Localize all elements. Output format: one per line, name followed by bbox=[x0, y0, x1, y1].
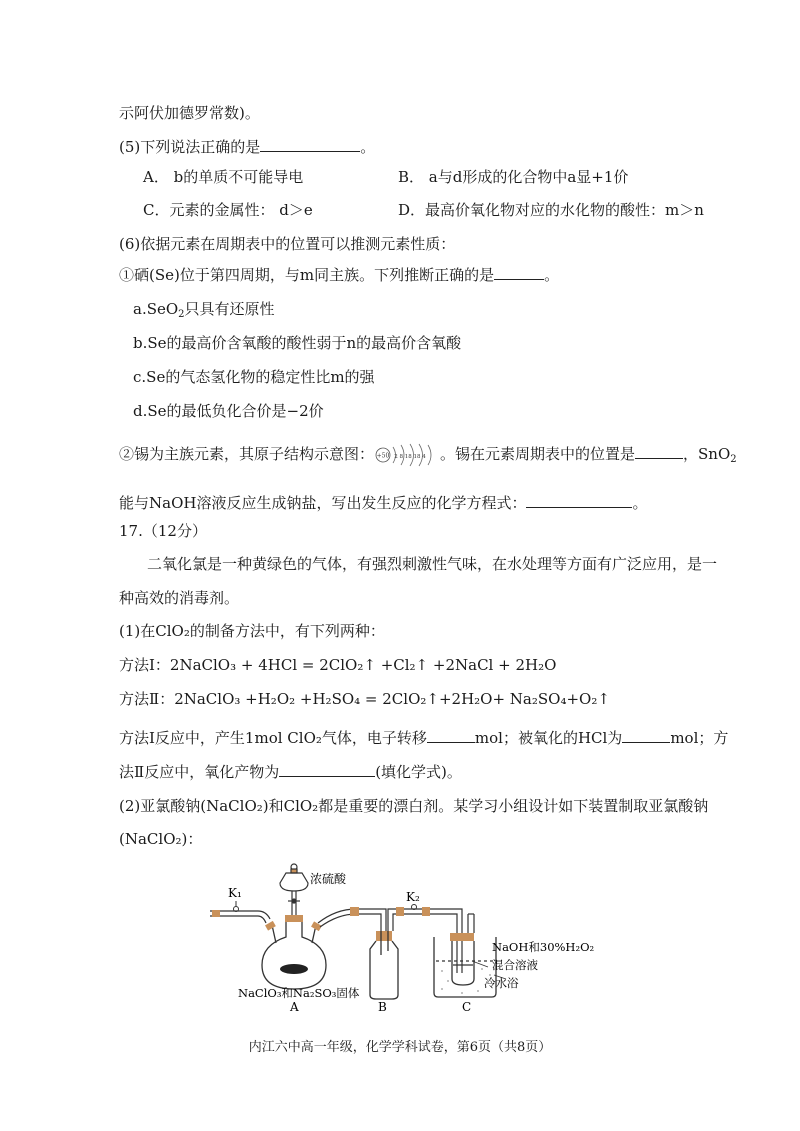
method-2: 方法Ⅱ：2NaClO₃ +H₂O₂ +H₂SO₄ = 2ClO₂↑+2H₂O+ Na₂SO₄+O₂↑ bbox=[119, 690, 610, 708]
funnel-label: 浓硫酸 bbox=[310, 872, 347, 886]
k2-label: K₂ bbox=[406, 890, 420, 904]
answer-blank[interactable] bbox=[635, 444, 683, 459]
fill-line-1 bbox=[119, 728, 728, 748]
answer-blank[interactable] bbox=[622, 728, 670, 743]
choice-d: d.Se的最低负化合价是−2价 bbox=[133, 402, 324, 420]
question-5 bbox=[119, 137, 375, 157]
separatory-funnel bbox=[280, 864, 308, 917]
question-6: (6)依据元素在周期表中的位置可以推测元素性质： bbox=[119, 235, 456, 253]
choice-a bbox=[133, 299, 275, 325]
apparatus-diagram bbox=[206, 857, 606, 1017]
part-2-cont: (NaClO₂)： bbox=[119, 830, 203, 848]
question-text: (填化学式)。 bbox=[375, 763, 462, 781]
choice-b: b.Se的最高价含氧酸的酸性弱于n的最高价含氧酸 bbox=[133, 334, 462, 352]
label-a: A bbox=[290, 1000, 299, 1014]
answer-blank[interactable] bbox=[494, 265, 544, 280]
k1-label: K₁ bbox=[228, 886, 242, 900]
answer-blank[interactable] bbox=[279, 762, 375, 777]
k1-valve[interactable] bbox=[234, 901, 239, 912]
mix-label: 混合溶液 bbox=[492, 958, 538, 972]
punct: 。 bbox=[544, 266, 560, 284]
option-c: C．元素的金属性： d＞e bbox=[143, 201, 313, 219]
question-6-1 bbox=[119, 265, 559, 285]
question-text: mol；被氧化的HCl为 bbox=[474, 729, 623, 747]
question-6-2 bbox=[119, 444, 737, 470]
option-d: D．最高价氧化物对应的水化物的酸性：m＞n bbox=[398, 201, 704, 219]
label-b: B bbox=[378, 1000, 387, 1014]
choice-text: 只具有还原性 bbox=[184, 300, 275, 318]
solid-reagent bbox=[280, 964, 308, 974]
question-text: 能与NaOH溶液反应生成钠盐，写出发生反应的化学方程式： bbox=[119, 494, 527, 512]
answer-blank[interactable] bbox=[427, 728, 475, 743]
question-text: mol；方 bbox=[670, 729, 729, 747]
naoh-label: NaOH和30%H₂O₂ bbox=[492, 940, 595, 954]
choice-c: c.Se的气态氢化物的稳定性比m的强 bbox=[133, 368, 375, 386]
stopper-left bbox=[265, 921, 276, 931]
punct: 。 bbox=[360, 138, 376, 156]
intro-line-2: 种高效的消毒剂。 bbox=[119, 589, 240, 607]
tube-connector-3 bbox=[422, 907, 430, 916]
method-1: 方法Ⅰ：2NaClO₃ + 4HCl = 2ClO₂↑ +Cl₂↑ +2NaCl + 2H₂O bbox=[119, 656, 557, 674]
page-footer: 内江六中高一年级，化学学科试卷，第6页（共8页） bbox=[248, 1040, 552, 1055]
intro-line-1: 二氧化氯是一种黄绿色的气体，有强烈刺激性气味，在水处理等方面有广泛应用，是一 bbox=[147, 555, 718, 573]
subscript: 2 bbox=[178, 309, 185, 320]
question-6-3 bbox=[119, 493, 647, 513]
choice-text: a.SeO bbox=[133, 300, 179, 318]
tube-stopper bbox=[212, 910, 220, 917]
subscript: 2 bbox=[730, 454, 737, 465]
atom-shell-counts: 2 8 18 18 4 bbox=[394, 454, 426, 460]
bottle-b bbox=[370, 931, 398, 999]
tube-connector-1 bbox=[350, 907, 359, 916]
question-text: ①硒(Se)位于第四周期，与m同主族。下列推断正确的是 bbox=[119, 266, 495, 284]
part-2: (2)亚氯酸钠(NaClO₂)和ClO₂都是重要的漂白剂。某学习小组设计如下装置制取亚氯酸钠 bbox=[119, 797, 709, 815]
question-text: ②锡为主族元素，其原子结构示意图： bbox=[119, 445, 375, 463]
atom-structure-diagram bbox=[374, 445, 440, 465]
question-text: 法Ⅱ反应中，氧化产物为 bbox=[119, 763, 280, 781]
label-c: C bbox=[462, 1000, 472, 1014]
question-17: 17.（12分） bbox=[119, 522, 207, 540]
answer-blank[interactable] bbox=[260, 137, 360, 152]
question-text: 。锡在元素周期表中的位置是 bbox=[440, 445, 636, 463]
question-text: 方法Ⅰ反应中，产生1mol ClO₂气体，电子转移 bbox=[119, 729, 427, 747]
stopper-center bbox=[285, 915, 303, 922]
text-line: 示阿伏加德罗常数)。 bbox=[119, 104, 260, 122]
answer-blank[interactable] bbox=[526, 493, 632, 508]
question-text: (5)下列说法正确的是 bbox=[119, 138, 261, 156]
solid-label: NaClO₃和Na₂SO₃固体 bbox=[238, 986, 360, 1000]
part-1: (1)在ClO₂的制备方法中，有下列两种： bbox=[119, 622, 385, 640]
option-a: A． b的单质不可能导电 bbox=[143, 168, 304, 186]
bath-label: 冷水浴 bbox=[484, 976, 519, 990]
tube-connector-2 bbox=[396, 907, 404, 916]
fill-line-2 bbox=[119, 762, 462, 782]
punct: 。 bbox=[632, 494, 648, 512]
option-b: B． a与d形成的化合物中a显+1价 bbox=[398, 168, 629, 186]
question-text: ，SnO bbox=[683, 445, 731, 463]
svg-text:+50: +50 bbox=[376, 452, 390, 460]
